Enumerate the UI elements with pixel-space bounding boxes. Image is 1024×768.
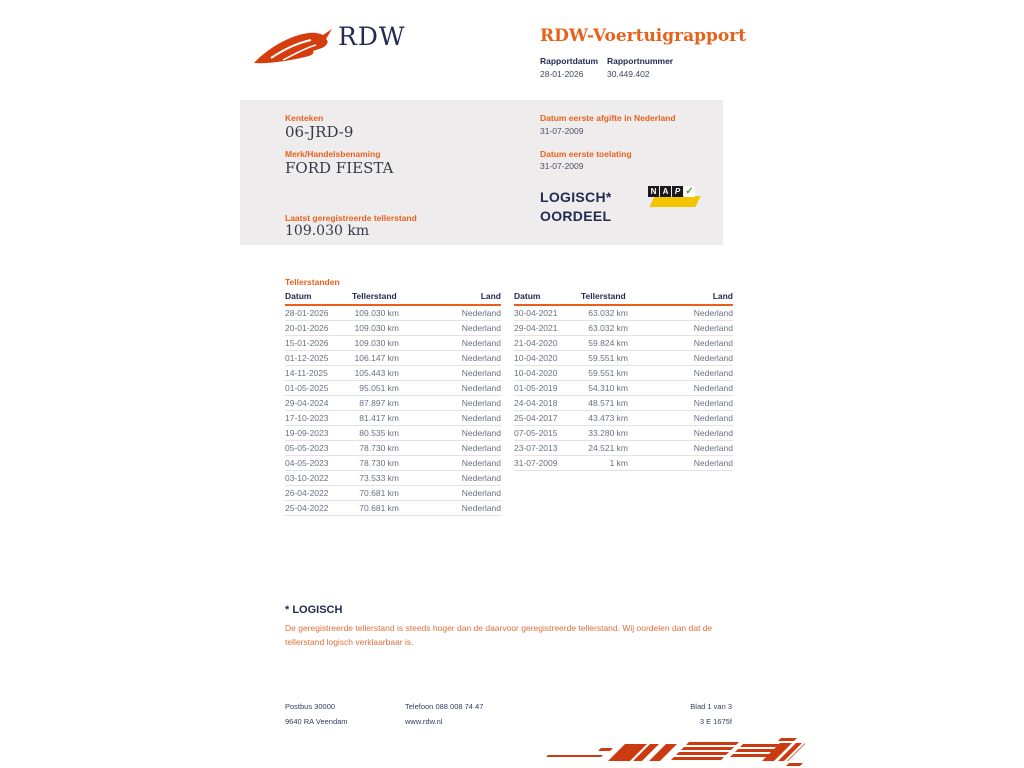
cell-tellerstand: 109.030 km (352, 305, 432, 321)
cell-tellerstand: 59.551 km (581, 366, 661, 381)
nap-logo (648, 186, 704, 210)
cell-datum: 01-05-2019 (514, 381, 581, 396)
nap-letter-n: N (648, 186, 659, 197)
col-header-land: Land (432, 291, 501, 305)
cell-datum: 01-12-2025 (285, 351, 352, 366)
cell-datum: 01-05-2025 (285, 381, 352, 396)
table-row (285, 441, 501, 456)
cell-land: Nederland (661, 411, 733, 426)
cell-datum: 26-04-2022 (285, 486, 352, 501)
oordeel-line2: OORDEEL (540, 208, 612, 224)
col-header-tellerstand: Tellerstand (581, 291, 661, 305)
cell-land: Nederland (432, 366, 501, 381)
table-row (514, 336, 733, 351)
cell-land: Nederland (432, 381, 501, 396)
cell-datum: 05-05-2023 (285, 441, 352, 456)
table-row (285, 486, 501, 501)
kenteken-value: 06-JRD-9 (285, 123, 354, 141)
cell-land: Nederland (432, 426, 501, 441)
table-row (514, 305, 733, 321)
cell-datum: 10-04-2020 (514, 366, 581, 381)
cell-tellerstand: 59.551 km (581, 351, 661, 366)
table-header-row (285, 291, 501, 305)
cell-tellerstand: 80.535 km (352, 426, 432, 441)
cell-land: Nederland (432, 441, 501, 456)
table-row (285, 426, 501, 441)
eerste-toelating-value: 31-07-2009 (540, 161, 584, 171)
cell-datum: 15-01-2026 (285, 336, 352, 351)
cell-datum: 21-04-2020 (514, 336, 581, 351)
table-row (285, 305, 501, 321)
cell-land: Nederland (661, 351, 733, 366)
cell-land: Nederland (432, 471, 501, 486)
page-title: RDW-Voertuigrapport (540, 26, 747, 46)
cell-tellerstand: 73.533 km (352, 471, 432, 486)
cell-land: Nederland (432, 336, 501, 351)
cell-tellerstand: 109.030 km (352, 336, 432, 351)
cell-datum: 25-04-2022 (285, 501, 352, 516)
table-title: Tellerstanden (285, 277, 340, 287)
footer-doc-code: 3 E 1675f (699, 717, 732, 726)
table-row (514, 381, 733, 396)
rdw-wordmark: RDW (338, 22, 406, 51)
table-row (285, 501, 501, 516)
oordeel-line1: LOGISCH* (540, 189, 612, 205)
cell-land: Nederland (661, 441, 733, 456)
laatste-tellerstand-value: 109.030 km (285, 223, 370, 239)
report-number-label: Rapportnummer (607, 56, 674, 66)
table-row (285, 336, 501, 351)
table-row (285, 321, 501, 336)
table-row (285, 366, 501, 381)
oordeel-verdict (540, 188, 612, 226)
cell-datum: 04-05-2023 (285, 456, 352, 471)
table-row (285, 411, 501, 426)
cell-land: Nederland (661, 426, 733, 441)
cell-datum: 29-04-2024 (285, 396, 352, 411)
cell-datum: 17-10-2023 (285, 411, 352, 426)
cell-tellerstand: 78.730 km (352, 456, 432, 471)
rdw-bird-logo-icon (253, 26, 333, 68)
cell-datum: 23-07-2013 (514, 441, 581, 456)
cell-tellerstand: 63.032 km (581, 321, 661, 336)
merk-value: FORD FIESTA (285, 159, 394, 177)
col-header-land: Land (661, 291, 733, 305)
cell-land: Nederland (661, 336, 733, 351)
nap-yellow-bar (649, 196, 700, 207)
cell-land: Nederland (661, 366, 733, 381)
nap-check-icon: ✓ (685, 186, 694, 197)
cell-datum: 29-04-2021 (514, 321, 581, 336)
cell-tellerstand: 43.473 km (581, 411, 661, 426)
cell-datum: 10-04-2020 (514, 351, 581, 366)
tellerstanden-table-left (285, 291, 501, 516)
cell-datum: 20-01-2026 (285, 321, 352, 336)
cell-tellerstand: 1 km (581, 456, 661, 471)
cell-tellerstand: 54.310 km (581, 381, 661, 396)
cell-land: Nederland (432, 305, 501, 321)
cell-tellerstand: 70.681 km (352, 486, 432, 501)
footer-phone: Telefoon 088 008 74 47 (405, 702, 484, 711)
cell-land: Nederland (432, 456, 501, 471)
cell-tellerstand: 63.032 km (581, 305, 661, 321)
cell-datum: 25-04-2017 (514, 411, 581, 426)
eerste-afgifte-value: 31-07-2009 (540, 126, 584, 136)
footer-address-line2: 9640 RA Veendam (285, 717, 348, 726)
kenteken-label: Kenteken (285, 113, 324, 123)
cell-datum: 24-04-2018 (514, 396, 581, 411)
col-header-tellerstand: Tellerstand (352, 291, 432, 305)
cell-datum: 14-11-2025 (285, 366, 352, 381)
cell-datum: 19-09-2023 (285, 426, 352, 441)
table-row (285, 381, 501, 396)
cell-tellerstand: 24.521 km (581, 441, 661, 456)
eerste-toelating-label: Datum eerste toelating (540, 149, 632, 159)
cell-land: Nederland (661, 396, 733, 411)
table-row (514, 426, 733, 441)
footer-website: www.rdw.nl (405, 717, 443, 726)
table-row (285, 351, 501, 366)
cell-land: Nederland (661, 456, 733, 471)
cell-land: Nederland (432, 351, 501, 366)
cell-land: Nederland (661, 305, 733, 321)
footer-contact (405, 699, 483, 729)
tellerstanden-table-right (514, 291, 733, 471)
footer-page-number: Blad 1 van 3 (690, 702, 732, 711)
col-header-datum: Datum (285, 291, 352, 305)
cell-datum: 30-04-2021 (514, 305, 581, 321)
cell-datum: 07-05-2015 (514, 426, 581, 441)
table-row (514, 411, 733, 426)
laatste-tellerstand-label: Laatst geregistreerde tellerstand (285, 213, 417, 223)
cell-tellerstand: 59.824 km (581, 336, 661, 351)
cell-tellerstand: 33.280 km (581, 426, 661, 441)
cell-land: Nederland (661, 381, 733, 396)
report-number-value: 30.449.402 (607, 69, 650, 79)
nap-letter-a: A (660, 186, 671, 197)
cell-tellerstand: 109.030 km (352, 321, 432, 336)
footer-address-line1: Postbus 30000 (285, 702, 336, 711)
footer-page-info (612, 699, 732, 729)
table-row (514, 456, 733, 471)
cell-tellerstand: 87.897 km (352, 396, 432, 411)
merk-label: Merk/Handelsbenaming (285, 149, 381, 159)
eerste-afgifte-label: Datum eerste afgifte in Nederland (540, 113, 676, 123)
footer-address (285, 699, 348, 729)
cell-tellerstand: 70.681 km (352, 501, 432, 516)
cell-tellerstand: 106.147 km (352, 351, 432, 366)
cell-tellerstand: 95.051 km (352, 381, 432, 396)
col-header-datum: Datum (514, 291, 581, 305)
cell-tellerstand: 78.730 km (352, 441, 432, 456)
table-row (514, 351, 733, 366)
cell-land: Nederland (432, 321, 501, 336)
footnote-text: De geregistreerde tellerstand is steeds hoger dan de daarvoor geregistreerde tellerstand. Wij oordelen dan dat de tellerstand logisch verklaarbaar is. (285, 623, 713, 647)
cell-tellerstand: 81.417 km (352, 411, 432, 426)
cell-tellerstand: 105.443 km (352, 366, 432, 381)
table-row (514, 321, 733, 336)
table-row (285, 471, 501, 486)
cell-land: Nederland (432, 411, 501, 426)
report-date-value: 28-01-2026 (540, 69, 584, 79)
cell-tellerstand: 48.571 km (581, 396, 661, 411)
cell-datum: 03-10-2022 (285, 471, 352, 486)
cell-land: Nederland (432, 396, 501, 411)
cell-datum: 28-01-2026 (285, 305, 352, 321)
table-row (514, 366, 733, 381)
table-row (514, 441, 733, 456)
footnote-title: * LOGISCH (285, 604, 343, 616)
report-date-label: Rapportdatum (540, 56, 599, 66)
table-row (514, 396, 733, 411)
table-row (285, 456, 501, 471)
cell-land: Nederland (432, 501, 501, 516)
table-row (285, 396, 501, 411)
rdw-stripes-decoration-icon (540, 735, 805, 768)
cell-land: Nederland (661, 321, 733, 336)
nap-letter-p: P (672, 186, 683, 197)
cell-datum: 31-07-2009 (514, 456, 581, 471)
table-header-row (514, 291, 733, 305)
cell-land: Nederland (432, 486, 501, 501)
